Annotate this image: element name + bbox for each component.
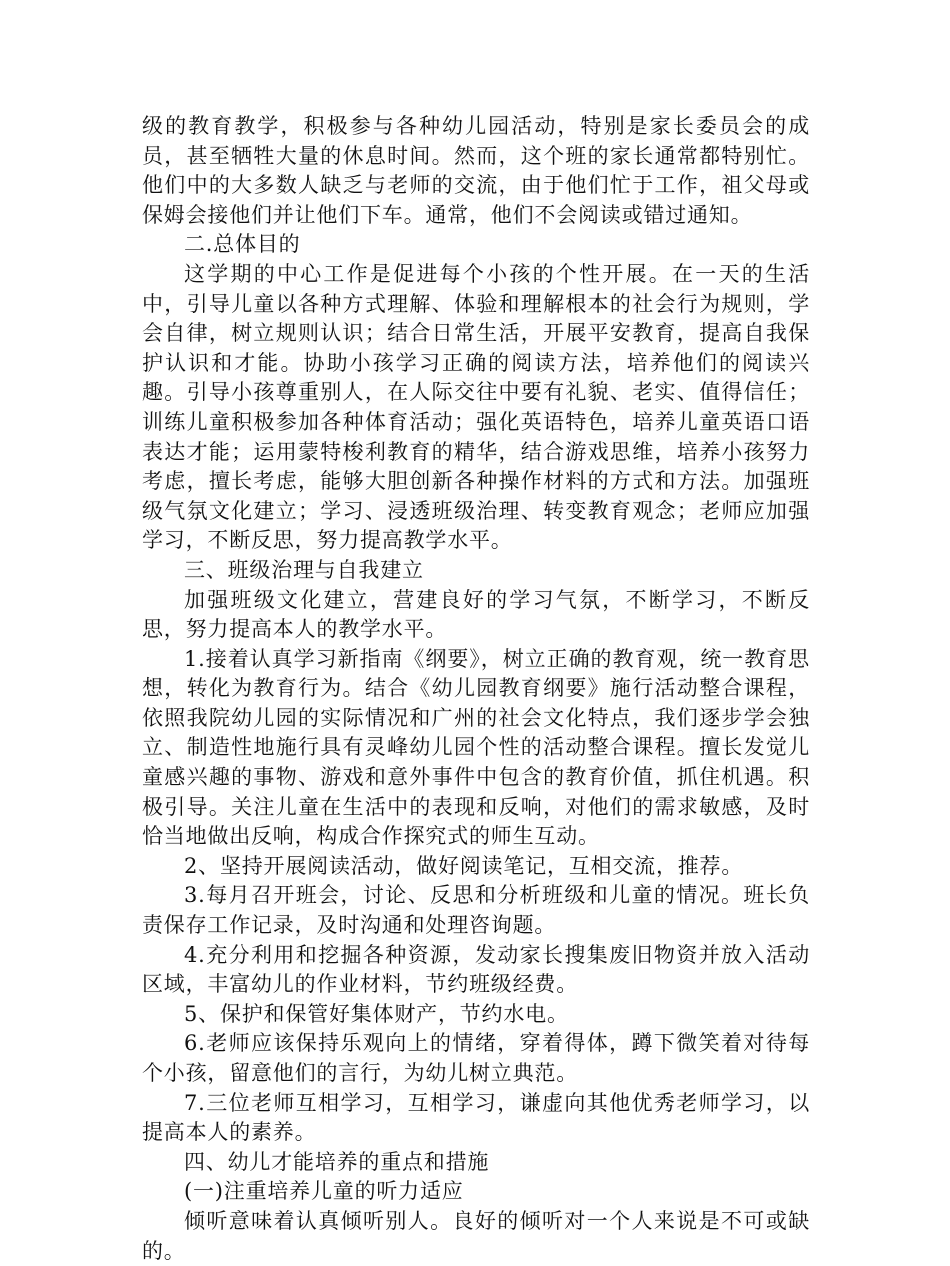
- document-body: [142, 112, 810, 1266]
- section-heading-ability-training: 四、幼儿才能培养的重点和措施: [184, 1149, 490, 1174]
- list-item: 1.接着认真学习新指南《纲要》，树立正确的教育观，统一教育思想，转化为教育行为。结合《幼儿园教育纲要》施行活动整合课程，依照我院幼儿园的实际情况和广州的社会文化特点，我们逐步学会独立、制造性地施行具有灵峰幼儿园个性的活动整合课程。擅长发觉儿童感兴趣的事物、游戏和意外事件中包含的教育价值，抓住机遇。积极引导。关注儿童在生活中的表现和反响，对他们的需求敏感，及时恰当地做出反响，构成合作探究式的师生互动。: [142, 646, 810, 849]
- paragraph: 加强班级文化建立，营建良好的学习气氛，不断学习，不断反思，努力提高本人的教学水平。: [142, 587, 810, 642]
- section-heading-class-management: 三、班级治理与自我建立: [184, 557, 424, 582]
- paragraph: 级的教育教学，积极参与各种幼儿园活动，特别是家长委员会的成员，甚至牺牲大量的休息时间。然而，这个班的家长通常都特别忙。他们中的大多数人缺乏与老师的交流，由于他们忙于工作，祖父母或保姆会接他们并让他们下车。通常，他们不会阅读或错过通知。: [142, 114, 810, 227]
- list-item: 3.每月召开班会，讨论、反思和分析班级和儿童的情况。班长负责保存工作记录，及时沟通和处理咨询题。: [142, 883, 810, 938]
- list-item: 6.老师应该保持乐观向上的情绪，穿着得体，蹲下微笑着对待每个小孩，留意他们的言行，为幼儿树立典范。: [142, 1031, 810, 1085]
- list-item: 7.三位老师互相学习，互相学习，谦虚向其他优秀老师学习，以提高本人的素养。: [142, 1090, 810, 1145]
- subsection-heading-listening: (一)注重培养儿童的听力适应: [184, 1179, 464, 1204]
- list-item: 5、保护和保管好集体财产，节约水电。: [184, 1001, 569, 1026]
- section-heading-overall-goal: 二.总体目的: [184, 232, 301, 257]
- list-item: 4.充分利用和挖掘各种资源，发动家长搜集废旧物资并放入活动区域，丰富幼儿的作业材料，节约班级经费。: [142, 942, 810, 997]
- paragraph: 倾听意味着认真倾听别人。良好的倾听对一个人来说是不可或缺的。: [142, 1208, 810, 1263]
- paragraph: 这学期的中心工作是促进每个小孩的个性开展。在一天的生活中，引导儿童以各种方式理解、体验和理解根本的社会行为规则，学会自律，树立规则认识；结合日常生活，开展平安教育，提高自我保护认识和才能。协助小孩学习正确的阅读方法，培养他们的阅读兴趣。引导小孩尊重别人，在人际交往中要有礼貌、老实、值得信任；训练儿童积极参加各种体育活动；强化英语特色，培养儿童英语口语表达才能；运用蒙特梭利教育的精华，结合游戏思维，培养小孩努力考虑，擅长考虑，能够大胆创新各种操作材料的方式和方法。加强班级气氛文化建立；学习、浸透班级治理、转变教育观念；老师应加强学习，不断反思，努力提高教学水平。: [142, 261, 810, 553]
- list-item: 2、坚持开展阅读活动，做好阅读笔记，互相交流，推荐。: [184, 853, 744, 878]
